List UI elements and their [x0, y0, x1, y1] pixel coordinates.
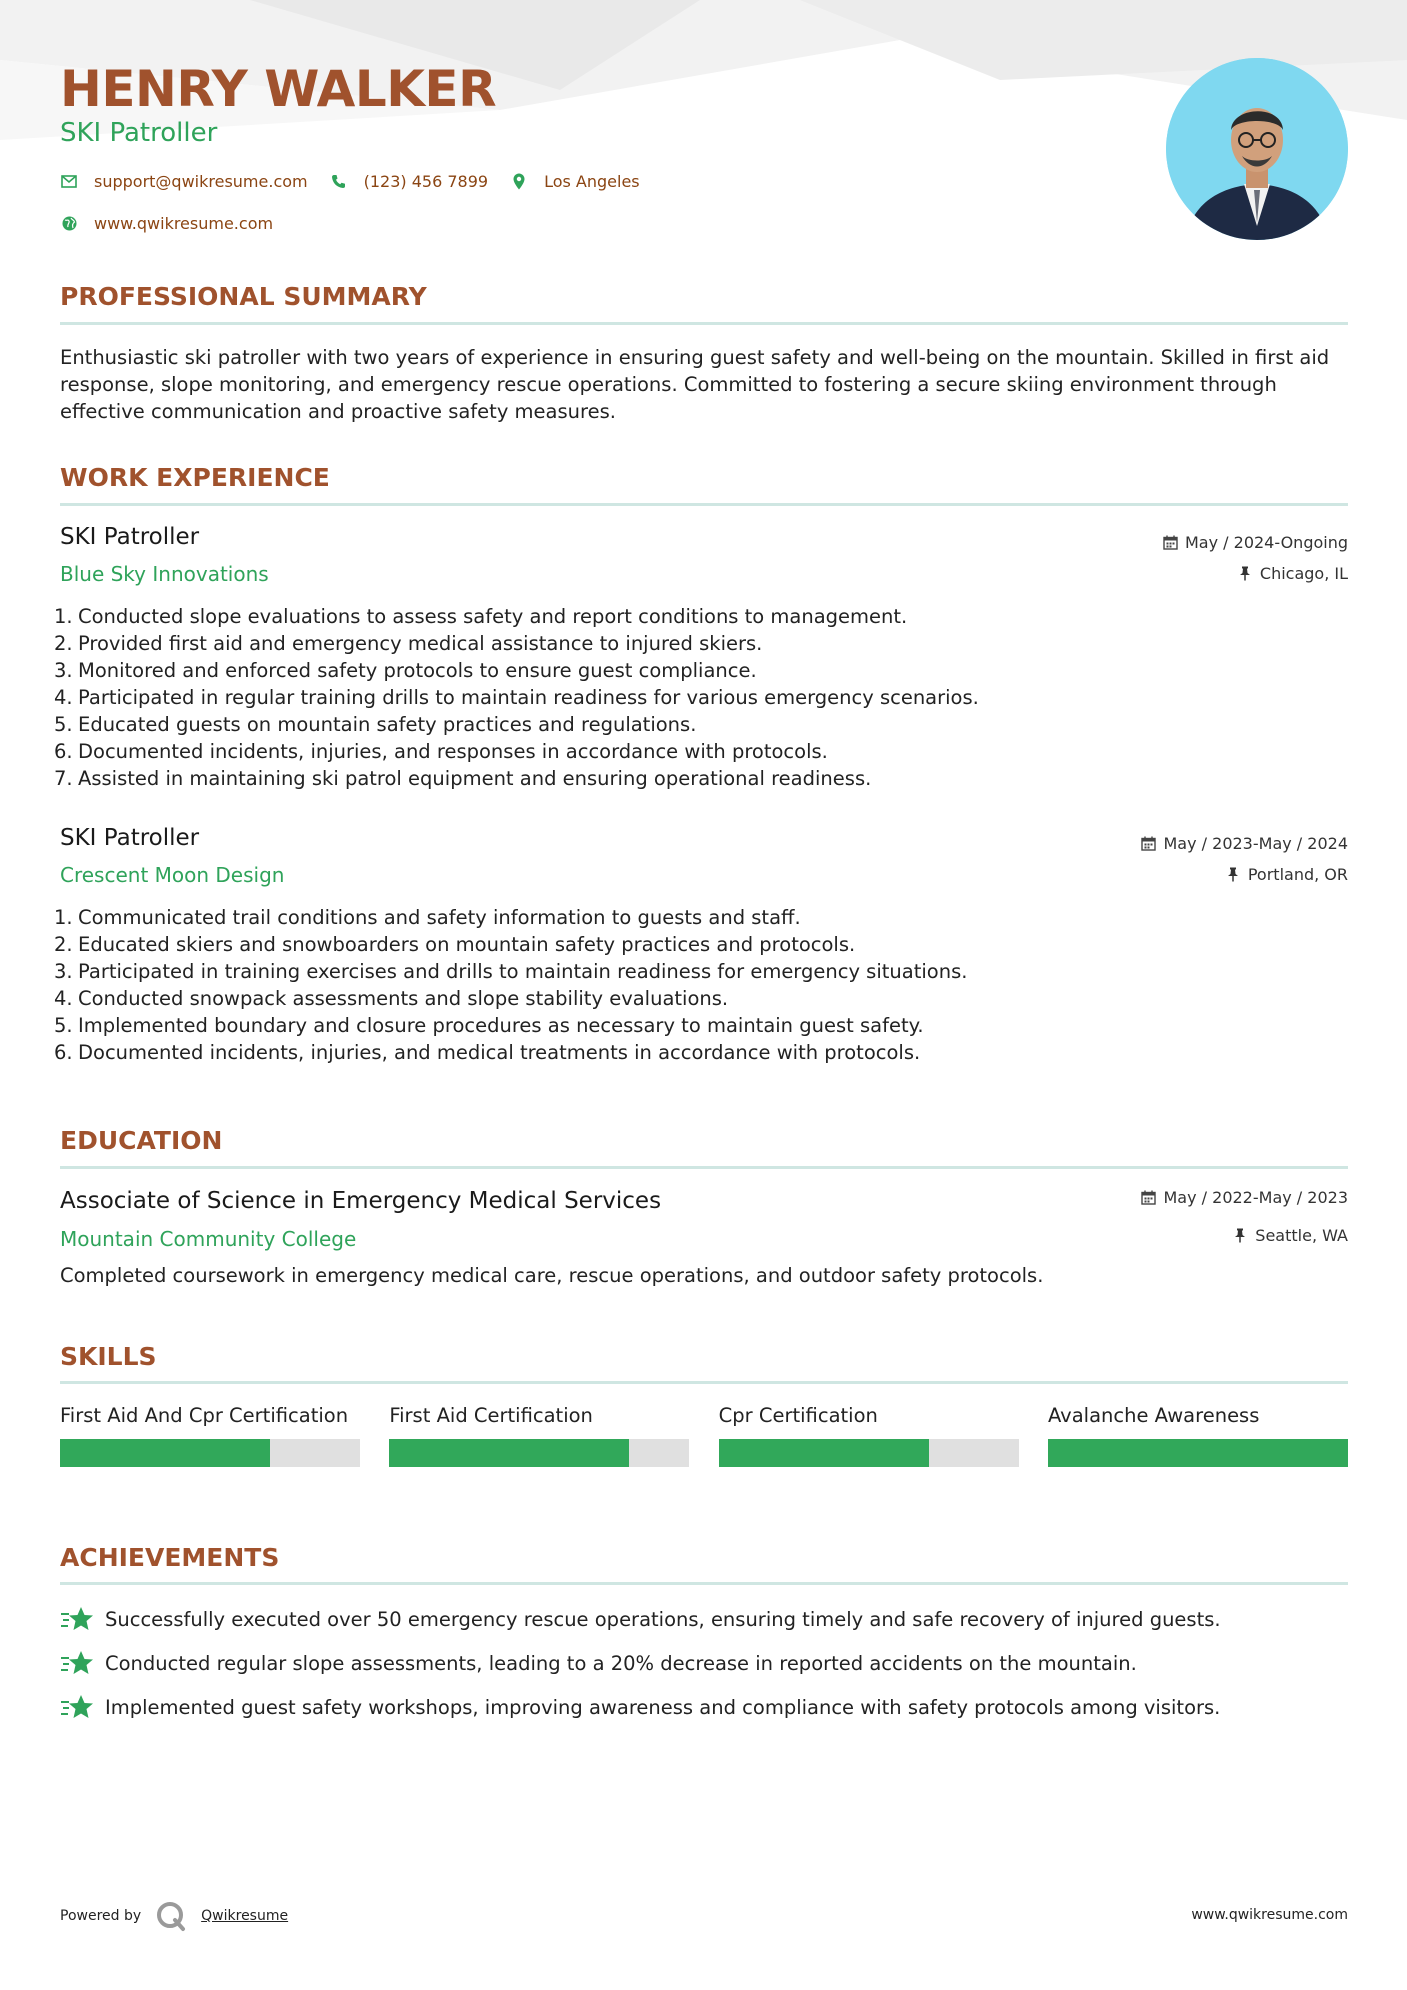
star-icon	[60, 1692, 94, 1722]
list-item: 5. Implemented boundary and closure procedures as necessary to maintain guest safety.	[54, 1014, 924, 1037]
footer-powered-by	[60, 1900, 288, 1932]
job-company: Crescent Moon Design	[60, 863, 285, 887]
calendar-icon	[1141, 1190, 1157, 1206]
star-icon	[60, 1604, 94, 1634]
achievement-item	[60, 1604, 1221, 1634]
achievement-text: Conducted regular slope assessments, leading to a 20% decrease in reported accidents on the mountain.	[105, 1651, 1137, 1675]
job-title: SKI Patroller	[60, 524, 200, 550]
list-item: 4. Conducted snowpack assessments and slope stability evaluations.	[54, 987, 729, 1010]
qwikresume-logo-icon	[155, 1900, 187, 1932]
job-location	[1225, 865, 1348, 884]
section-divider	[60, 1381, 1348, 1384]
list-item: 1. Communicated trail conditions and safety information to guests and staff.	[54, 906, 801, 929]
list-item: 4. Participated in regular training drills to maintain readiness for various emergency scenarios.	[54, 686, 979, 709]
list-item: 6. Documented incidents, injuries, and responses in accordance with protocols.	[54, 740, 828, 763]
education-dates-text: May / 2022-May / 2023	[1163, 1188, 1348, 1207]
section-title-education: EDUCATION	[60, 1126, 223, 1155]
skill-name: Avalanche Awareness	[1047, 1404, 1260, 1427]
job-dates	[1141, 834, 1349, 853]
skill-level-fill	[1048, 1439, 1348, 1467]
calendar-icon	[1162, 535, 1178, 551]
job-responsibilities	[54, 603, 1348, 792]
list-item: 6. Documented incidents, injuries, and medical treatments in accordance with protocols.	[54, 1041, 921, 1064]
skill-item	[1048, 1402, 1348, 1467]
education-school: Mountain Community College	[60, 1227, 357, 1251]
list-item: 2. Educated skiers and snowboarders on mountain safety practices and protocols.	[54, 933, 856, 956]
skills-grid	[60, 1402, 1348, 1467]
section-divider	[60, 503, 1348, 506]
phone-icon	[330, 173, 348, 191]
skill-item	[60, 1402, 360, 1467]
section-divider	[60, 1166, 1348, 1169]
list-item: 1. Conducted slope evaluations to assess safety and report conditions to management.	[54, 605, 908, 628]
skill-level-fill	[719, 1439, 929, 1467]
section-title-achievements: ACHIEVEMENTS	[60, 1543, 280, 1572]
candidate-name: HENRY WALKER	[60, 60, 497, 118]
skill-name: Cpr Certification	[718, 1404, 878, 1427]
education-description: Completed coursework in emergency medical care, rescue operations, and outdoor safety protocols.	[60, 1264, 1044, 1287]
list-item: 2. Provided first aid and emergency medical assistance to injured skiers.	[54, 632, 763, 655]
achievement-item	[60, 1648, 1137, 1678]
profile-photo	[1166, 58, 1348, 240]
skill-level-bar	[719, 1439, 1019, 1467]
education-location-text: Seattle, WA	[1255, 1226, 1348, 1245]
phone-number[interactable]: (123) 456 7899	[363, 172, 489, 191]
powered-by-label: Powered by	[60, 1908, 142, 1924]
skill-level-bar	[389, 1439, 689, 1467]
envelope-icon	[60, 173, 78, 191]
skill-level-fill	[389, 1439, 629, 1467]
job-dates	[1162, 533, 1348, 552]
job-dates-text: May / 2024-Ongoing	[1185, 533, 1348, 552]
section-title-experience: WORK EXPERIENCE	[60, 463, 330, 492]
skill-name: First Aid Certification	[389, 1404, 593, 1427]
achievement-text: Implemented guest safety workshops, improving awareness and compliance with safety protocols among visitors.	[105, 1695, 1221, 1719]
summary-text: Enthusiastic ski patroller with two years of experience in ensuring guest safety and well-being on the mountain. Skilled in first aid response, slope monitoring, and emergency rescue operations. Committed to fostering a secure skiing environment through effective communication and proactive safety measures.	[60, 346, 1330, 423]
skill-item	[389, 1402, 689, 1467]
skill-level-bar	[60, 1439, 360, 1467]
job-location	[1237, 564, 1348, 583]
achievement-text: Successfully executed over 50 emergency rescue operations, ensuring timely and safe recovery of injured guests.	[105, 1607, 1221, 1631]
section-title-skills: SKILLS	[60, 1342, 157, 1371]
contact-row-primary	[60, 172, 662, 191]
list-item: 5. Educated guests on mountain safety practices and regulations.	[54, 713, 697, 736]
pushpin-icon	[1225, 867, 1241, 883]
education-dates	[1141, 1188, 1349, 1207]
candidate-title: SKI Patroller	[60, 118, 218, 148]
achievement-item	[60, 1692, 1220, 1722]
job-title: SKI Patroller	[60, 825, 200, 851]
list-item: 7. Assisted in maintaining ski patrol equipment and ensuring operational readiness.	[54, 767, 872, 790]
job-dates-text: May / 2023-May / 2024	[1163, 834, 1348, 853]
map-pin-icon	[510, 173, 528, 191]
education-degree: Associate of Science in Emergency Medical Services	[60, 1188, 662, 1214]
globe-icon	[60, 215, 78, 233]
skill-item	[719, 1402, 1019, 1467]
contact-row-secondary	[60, 214, 295, 233]
qwikresume-link[interactable]: Qwikresume	[201, 1908, 289, 1924]
location-text: Los Angeles	[544, 172, 640, 191]
job-location-text: Portland, OR	[1247, 865, 1348, 884]
skill-name: First Aid And Cpr Certification	[60, 1404, 349, 1427]
email-link[interactable]: support@qwikresume.com	[94, 172, 308, 191]
section-title-summary: PROFESSIONAL SUMMARY	[60, 282, 427, 311]
list-item: 3. Monitored and enforced safety protocols to ensure guest compliance.	[54, 659, 757, 682]
skill-level-fill	[60, 1439, 270, 1467]
section-divider	[60, 1582, 1348, 1585]
job-location-text: Chicago, IL	[1259, 564, 1348, 583]
star-icon	[60, 1648, 94, 1678]
pushpin-icon	[1232, 1228, 1248, 1244]
website-link[interactable]: www.qwikresume.com	[94, 214, 274, 233]
footer-url[interactable]: www.qwikresume.com	[1191, 1907, 1348, 1923]
skill-level-bar	[1048, 1439, 1348, 1467]
education-location	[1232, 1226, 1348, 1245]
pushpin-icon	[1237, 566, 1253, 582]
job-company: Blue Sky Innovations	[60, 562, 269, 586]
section-divider	[60, 322, 1348, 325]
calendar-icon	[1141, 836, 1157, 852]
list-item: 3. Participated in training exercises and drills to maintain readiness for emergency situations.	[54, 960, 968, 983]
job-responsibilities	[54, 904, 1348, 1066]
